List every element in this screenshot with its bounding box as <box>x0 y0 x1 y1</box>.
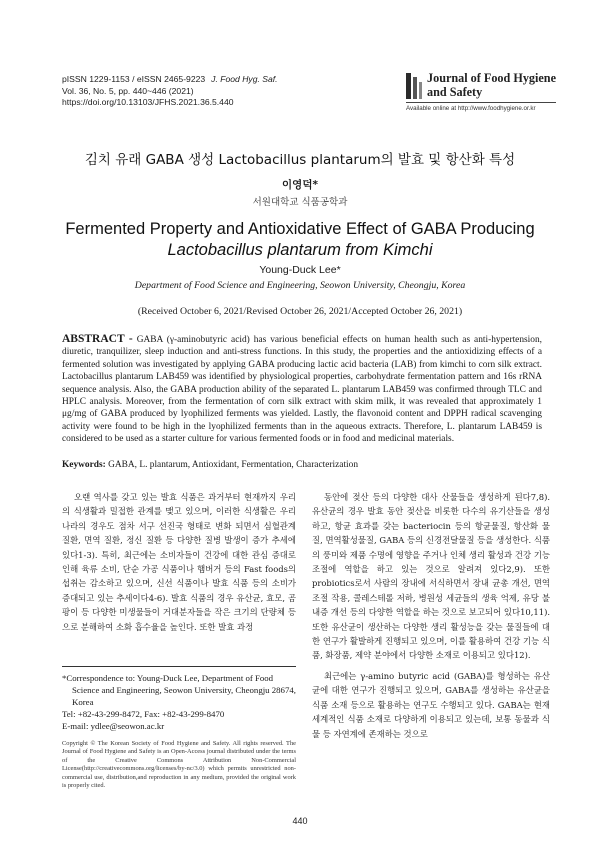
body-paragraph: 최근에는 γ-amino butyric acid (GABA)를 형성하는 유산균에 대한 연구가 진행되고 있으며, GABA를 생성하는 유산균을 식품 소재 등으로 활용하는 연구도 수행되고 있다. GABA는 현재 세계적인 식품 소재로 다양하게 이용되고 있는데, 보통 동물과 식물 등 자연계에 존재하는 것으로 <box>312 670 550 739</box>
correspondence-author: *Correspondence to: Young-Duck Lee, Department of Food Science and Engineering, Seowon University, Cheongju 28674, Korea <box>62 673 296 707</box>
journal-logo-icon <box>406 73 423 99</box>
title-english <box>0 219 600 261</box>
keywords-label: Keywords: <box>62 460 106 470</box>
affiliation-korean: 서원대학교 식품공학과 <box>252 197 348 208</box>
body-column-right <box>312 490 550 741</box>
page-number: 440 <box>292 816 308 826</box>
doi-link[interactable]: https://doi.org/10.13103/JFHS.2021.36.5.440 <box>62 97 234 107</box>
keywords-text: GABA, L. plantarum, Antioxidant, Fermentation, Characterization <box>105 460 359 470</box>
volume-line: Vol. 36, No. 5, pp. 440~446 (2021) <box>62 85 194 96</box>
journal-logo <box>406 72 566 112</box>
affiliation-english: Department of Food Science and Engineering, Seowon University, Cheongju, Korea <box>134 280 466 291</box>
author-english: Young-Duck Lee* <box>259 264 341 276</box>
issn: pISSN 1229-1153 / eISSN 2465-9223 <box>62 74 206 84</box>
logo-line2: and Safety <box>427 84 483 99</box>
correspondence-email[interactable]: E-mail: ydlee@seowon.ac.kr <box>62 721 165 731</box>
logo-available-online: Available online at http://www.foodhygiene.or.kr <box>406 105 536 112</box>
copyright-notice: Copyright © The Korean Society of Food Hygiene and Safety. All rights reserved. The Journal of Food Hygiene and Safety is an Open-Access journal distributed under the terms of the Creative Commons Attribution Non-Commercial License(http://creativecommons.org/licenses/by-nc/3.0) which permits unrestricted non-commercial use, distribution,and reproduction in any medium, provided the original work is properly cited. <box>62 740 296 790</box>
correspondence <box>62 672 296 732</box>
title-korean: 김치 유래 GABA 생성 Lactobacillus plantarum의 발효 및 항산화 특성 <box>84 152 516 168</box>
logo-divider <box>406 102 556 103</box>
keywords <box>62 460 542 470</box>
journal-abbr: J. Food Hyg. Saf. <box>211 74 278 84</box>
title-english-line2: Lactobacillus plantarum from Kimchi <box>167 241 433 259</box>
received-dates: (Received October 6, 2021/Revised October 26, 2021/Accepted October 26, 2021) <box>137 306 463 317</box>
title-english-line1: Fermented Property and Antioxidative Effect of GABA Producing <box>65 220 535 238</box>
footnote-divider <box>62 666 296 667</box>
correspondence-tel: Tel: +82-43-299-8472, Fax: +82-43-299-8470 <box>62 709 225 719</box>
journal-meta <box>62 74 362 109</box>
logo-line1: Journal of Food Hygiene <box>427 71 556 85</box>
body-paragraph: 오랜 역사를 갖고 있는 발효 식품은 과거부터 현재까지 우리의 식생활과 밀접한 관계를 맺고 있으며, 이러한 식생활은 우리 나라의 경우도 점차 서구 선진국 형태로 변화 되면서 심혈관계 질환, 면역 질환, 정신 질환 등 다양한 질병 발생이 증가 추세에 있다1-3). 특히, 최근에는 소비자들이 건강에 대한 관심 증대로 인해 육류 소비, 단순 가공 식품이나 햄버거 등의 Fast foods의 섭취는 감소하고 있으며, 신선 식품이나 발효 식품 등의 소비가 증대되고 있는 추세이다4-6). 발효 식품의 경우 유산균, 효모, 곰팡이 등 다양한 미생물들이 거대분자들을 작은 크기의 단량체 등으로 분해하여 소화 흡수율을 높인다. 또한 발효 과정 <box>62 492 296 632</box>
body-paragraph: 동안에 젖산 등의 다양한 대사 산물들을 생성하게 된다7,8). 유산균의 경우 발효 동안 젖산을 비롯한 다수의 유기산들을 생성하고, 항균 효과를 갖는 bacteriocin 등의 항균물질, 항산화 물질, 면역활성물질, GABA 등의 신경전달물질 등을 생성한다. 식품의 풍미와 제품 수명에 영향을 주거나 인체 생리 활성과 건강 기능 조절에 역할을 하고 있는 것으로 알려져 있다2,9). 또한 probiotics로서 사람의 장내에 서식하면서 장내 균총 개선, 면역 조절 작용, 콜레스테롤 저하, 병원성 세균들의 생육 억제, 유당 불내증 개선 등의 다양한 역할을 하는 것으로 보고되어 있다10,11). 또한 유산균이 생산하는 다양한 생리 활성능을 갖는 물질들에 대한 연구가 활발하게 진행되고 있으며, 이를 활용하여 건강 기능 식품, 화장품, 제약 분야에서 다양한 소재로 이용되고 있다12). <box>312 492 550 661</box>
author-korean: 이영덕* <box>282 179 318 191</box>
abstract-label: ABSTRACT - <box>62 333 133 345</box>
abstract-text: GABA (γ-aminobutyric acid) has various beneficial effects on human health such as anti-hypertension, diuretic, tranquilizer, sleep induction and anti-stress functions. In this study, the properties and the antioxidizing effects of a fermented solution was investigated by applying GABA producing lactic acid bacteria (LAB) from kimchi to corn silk extract. Lactobacillus plantarum LAB459 was identified by physiological properties, carbohydrate fermentation pattern and 16s rRNA sequence analysis. Also, the GABA production ability of the separated L. plantarum LAB459 was confirmed through TLC and HPLC analysis. Moreover, from the fermentation of corn silk extract with skim milk, it was revealed that approximately 1 μg/mg of GABA produced by lyophilized ferments was yielded. Lastly, the flavonoid content and DPPH radical scavenging activity were found to be high in the lyophilized ferments than in the aqueous extracts. Therefore, L. plantarum LAB459 is considered to be used as a starter culture for various fermented foods or in food and medicinal materials. <box>62 335 543 445</box>
abstract <box>62 333 542 446</box>
body-column-left <box>62 490 296 634</box>
